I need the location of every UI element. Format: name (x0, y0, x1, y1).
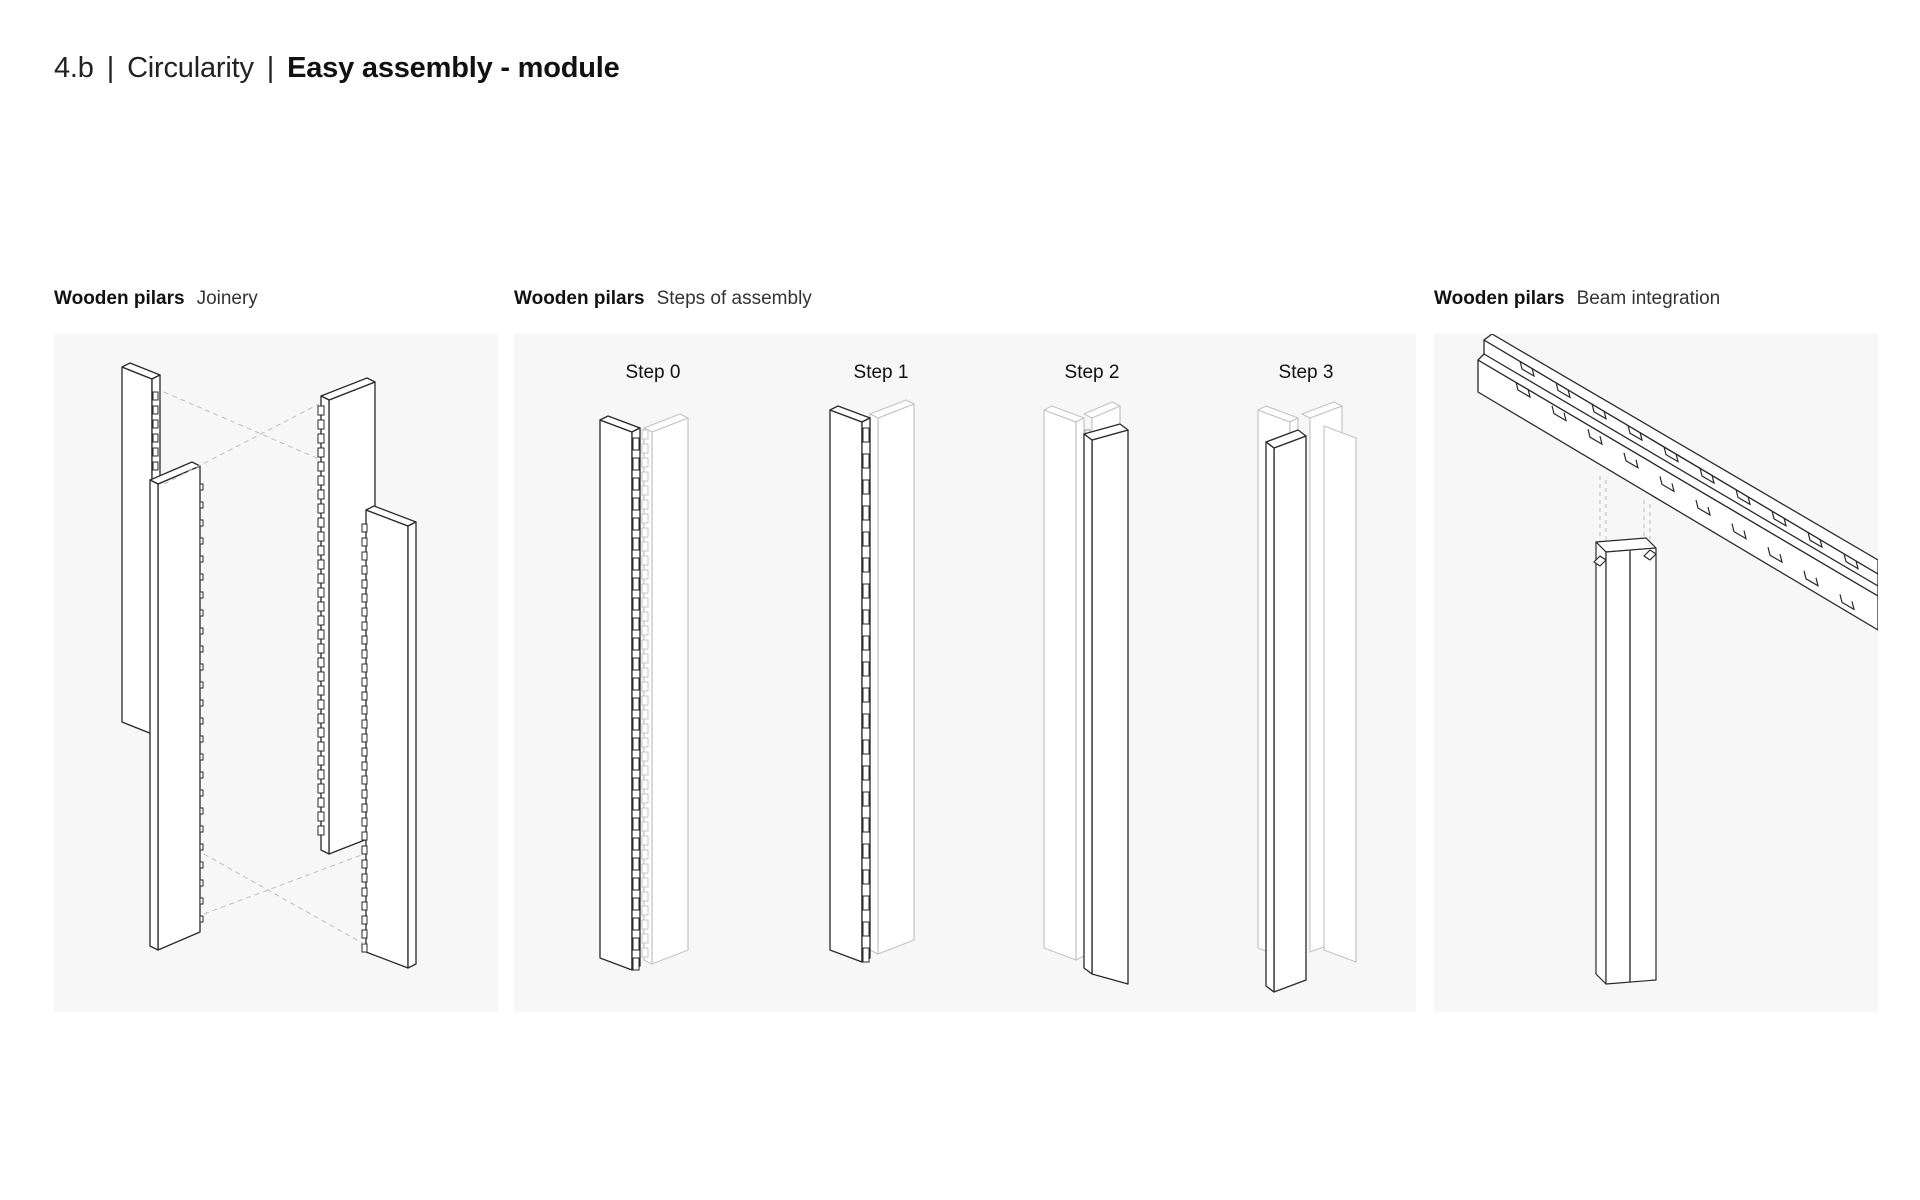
tenon (642, 626, 648, 635)
tenon (633, 638, 639, 650)
tenon (863, 506, 869, 520)
tenon (642, 472, 648, 481)
tenon (318, 742, 324, 751)
tenon (200, 844, 203, 850)
tenon (642, 542, 648, 551)
tenon (863, 636, 869, 650)
tenon (200, 826, 203, 832)
tenon (362, 608, 367, 616)
tenon (362, 930, 367, 938)
tenon (362, 874, 367, 882)
tenon (863, 480, 869, 494)
tenon (863, 454, 869, 468)
tenon (633, 738, 639, 750)
tenon (633, 798, 639, 810)
tenon (318, 658, 324, 667)
tenon (642, 444, 648, 453)
tenon (362, 762, 367, 770)
tenon (642, 486, 648, 495)
tenon (200, 808, 203, 814)
joinery-caption: Wooden pilars Joinery (54, 288, 258, 309)
tenon (200, 664, 203, 670)
tenon (642, 682, 648, 691)
tenon (200, 538, 203, 544)
step-label-2: Step 2 (1064, 362, 1120, 383)
tenon (633, 538, 639, 550)
tenon (633, 678, 639, 690)
tenon (318, 728, 324, 737)
tenon (642, 738, 648, 747)
tenon (642, 430, 648, 439)
tenon (318, 448, 324, 457)
tenon (153, 406, 158, 414)
tenon (318, 462, 324, 471)
section-number: 4.b (54, 52, 94, 84)
tenon (633, 598, 639, 610)
tenon (318, 602, 324, 611)
tenon (642, 598, 648, 607)
tenon (863, 662, 869, 676)
tenon (362, 776, 367, 784)
tenon (863, 948, 869, 962)
tenon (362, 790, 367, 798)
tenon (318, 406, 324, 415)
tenon (318, 546, 324, 555)
tenon (318, 644, 324, 653)
tenon (362, 692, 367, 700)
tenon (642, 766, 648, 775)
joinery-drawing (54, 334, 498, 1012)
tenon (633, 878, 639, 890)
tenon (318, 420, 324, 429)
steps-panel (514, 334, 1416, 1012)
beam-drawing (1434, 334, 1878, 1012)
tenon (318, 532, 324, 541)
tenon (318, 784, 324, 793)
tenon (633, 558, 639, 570)
tenon (642, 780, 648, 789)
tenon (318, 490, 324, 499)
tenon (362, 860, 367, 868)
tenon (200, 502, 203, 508)
tenon (863, 584, 869, 598)
tenon (318, 770, 324, 779)
tenon (633, 578, 639, 590)
step-0-drawing (600, 414, 688, 970)
tenon (633, 918, 639, 930)
tenon (642, 500, 648, 509)
tenon (362, 678, 367, 686)
tenon (318, 826, 324, 835)
tenon (642, 528, 648, 537)
tenon (200, 916, 203, 922)
tenon (318, 588, 324, 597)
tenon (633, 838, 639, 850)
tenon (318, 798, 324, 807)
tenon (642, 710, 648, 719)
tenon (200, 898, 203, 904)
tenon (318, 560, 324, 569)
tenon (633, 658, 639, 670)
tenon (863, 870, 869, 884)
tenon (362, 944, 367, 952)
tenon (362, 538, 367, 546)
tenon (362, 902, 367, 910)
tenon (633, 958, 639, 970)
tenon (200, 700, 203, 706)
tenon (642, 668, 648, 677)
step-label-1: Step 1 (853, 362, 909, 383)
tenon (642, 584, 648, 593)
tenon (642, 612, 648, 621)
tenon (863, 740, 869, 754)
tenon (642, 850, 648, 859)
tenon (318, 672, 324, 681)
tenon (863, 688, 869, 702)
tenon (200, 772, 203, 778)
tenon (318, 518, 324, 527)
tenon (633, 938, 639, 950)
beam-caption: Wooden pilars Beam integration (1434, 288, 1721, 309)
tenon (642, 794, 648, 803)
tenon (642, 808, 648, 817)
tenon (200, 628, 203, 634)
tenon (362, 580, 367, 588)
tenon (318, 434, 324, 443)
tenon (863, 532, 869, 546)
tenon (200, 754, 203, 760)
tenon (633, 758, 639, 770)
tenon (633, 778, 639, 790)
step-label-3: Step 3 (1278, 362, 1334, 383)
tenon (200, 484, 203, 490)
tenon (318, 476, 324, 485)
tenon (362, 734, 367, 742)
tenon (318, 700, 324, 709)
step-3-drawing (1258, 402, 1356, 992)
tenon (200, 736, 203, 742)
tenon (153, 448, 158, 456)
tenon (863, 558, 869, 572)
tenon (153, 420, 158, 428)
tenon (633, 458, 639, 470)
tenon (633, 518, 639, 530)
tenon (633, 898, 639, 910)
tenon (642, 920, 648, 929)
tenon (200, 862, 203, 868)
tenon (362, 636, 367, 644)
tenon (642, 864, 648, 873)
beam-column (1594, 538, 1656, 984)
tenon (200, 520, 203, 526)
tenon (362, 566, 367, 574)
tenon (863, 792, 869, 806)
tenon (318, 616, 324, 625)
tenon (362, 594, 367, 602)
tenon (642, 752, 648, 761)
tenon (642, 892, 648, 901)
tenon (642, 570, 648, 579)
tenon (362, 804, 367, 812)
page-title: 4.b | Circularity | Easy assembly - module (54, 52, 620, 84)
tenon (633, 818, 639, 830)
tenon (642, 724, 648, 733)
tenon (153, 392, 158, 400)
tenon (633, 718, 639, 730)
step-label-0: Step 0 (625, 362, 681, 383)
tenon (362, 664, 367, 672)
tenon (362, 748, 367, 756)
tenon (362, 916, 367, 924)
tenon (200, 880, 203, 886)
tenon (200, 574, 203, 580)
tenon (200, 682, 203, 688)
tenon (642, 836, 648, 845)
tenon (642, 640, 648, 649)
tenon (362, 832, 367, 840)
tenon (153, 462, 158, 470)
steps-drawing (514, 334, 1416, 1012)
tenon (642, 878, 648, 887)
tenon (633, 438, 639, 450)
tenon (318, 756, 324, 765)
beam-panel (1434, 334, 1878, 1012)
tenon (642, 948, 648, 957)
steps-caption: Wooden pilars Steps of assembly (514, 288, 812, 309)
tenon (642, 696, 648, 705)
tenon (642, 514, 648, 523)
tenon (200, 718, 203, 724)
tenon (318, 630, 324, 639)
joinery-panel (54, 334, 498, 1012)
tenon (318, 812, 324, 821)
section-title: Easy assembly - module (287, 52, 620, 84)
tenon (362, 846, 367, 854)
tenon (863, 844, 869, 858)
tenon (633, 698, 639, 710)
tenon (318, 574, 324, 583)
tenon (200, 646, 203, 652)
tenon (200, 592, 203, 598)
tenon (362, 818, 367, 826)
section-topic: Circularity (127, 52, 254, 84)
step-2-drawing (1044, 402, 1128, 984)
tenon (362, 720, 367, 728)
tenon (642, 458, 648, 467)
tenon (633, 618, 639, 630)
tenon (362, 888, 367, 896)
tenon (863, 714, 869, 728)
tenon (863, 818, 869, 832)
tenon (642, 556, 648, 565)
tenon (863, 766, 869, 780)
tenon (362, 706, 367, 714)
tenon (633, 498, 639, 510)
tenon (863, 610, 869, 624)
tenon (362, 524, 367, 532)
tenon (362, 650, 367, 658)
tenon (863, 896, 869, 910)
tenon (863, 428, 869, 442)
tenon (200, 556, 203, 562)
tenon (642, 654, 648, 663)
tenon (863, 922, 869, 936)
tenon (362, 622, 367, 630)
tenon (318, 714, 324, 723)
pilar-front-left (150, 462, 200, 950)
tenon (362, 552, 367, 560)
tenon (642, 822, 648, 831)
tenon (200, 790, 203, 796)
pilar-front-right (366, 506, 416, 968)
step-1-drawing (830, 400, 914, 962)
tenon (200, 610, 203, 616)
tenon (153, 434, 158, 442)
tenon (318, 686, 324, 695)
tenon (642, 906, 648, 915)
tenon (633, 858, 639, 870)
tenon (633, 478, 639, 490)
tenon (318, 504, 324, 513)
tenon (642, 934, 648, 943)
